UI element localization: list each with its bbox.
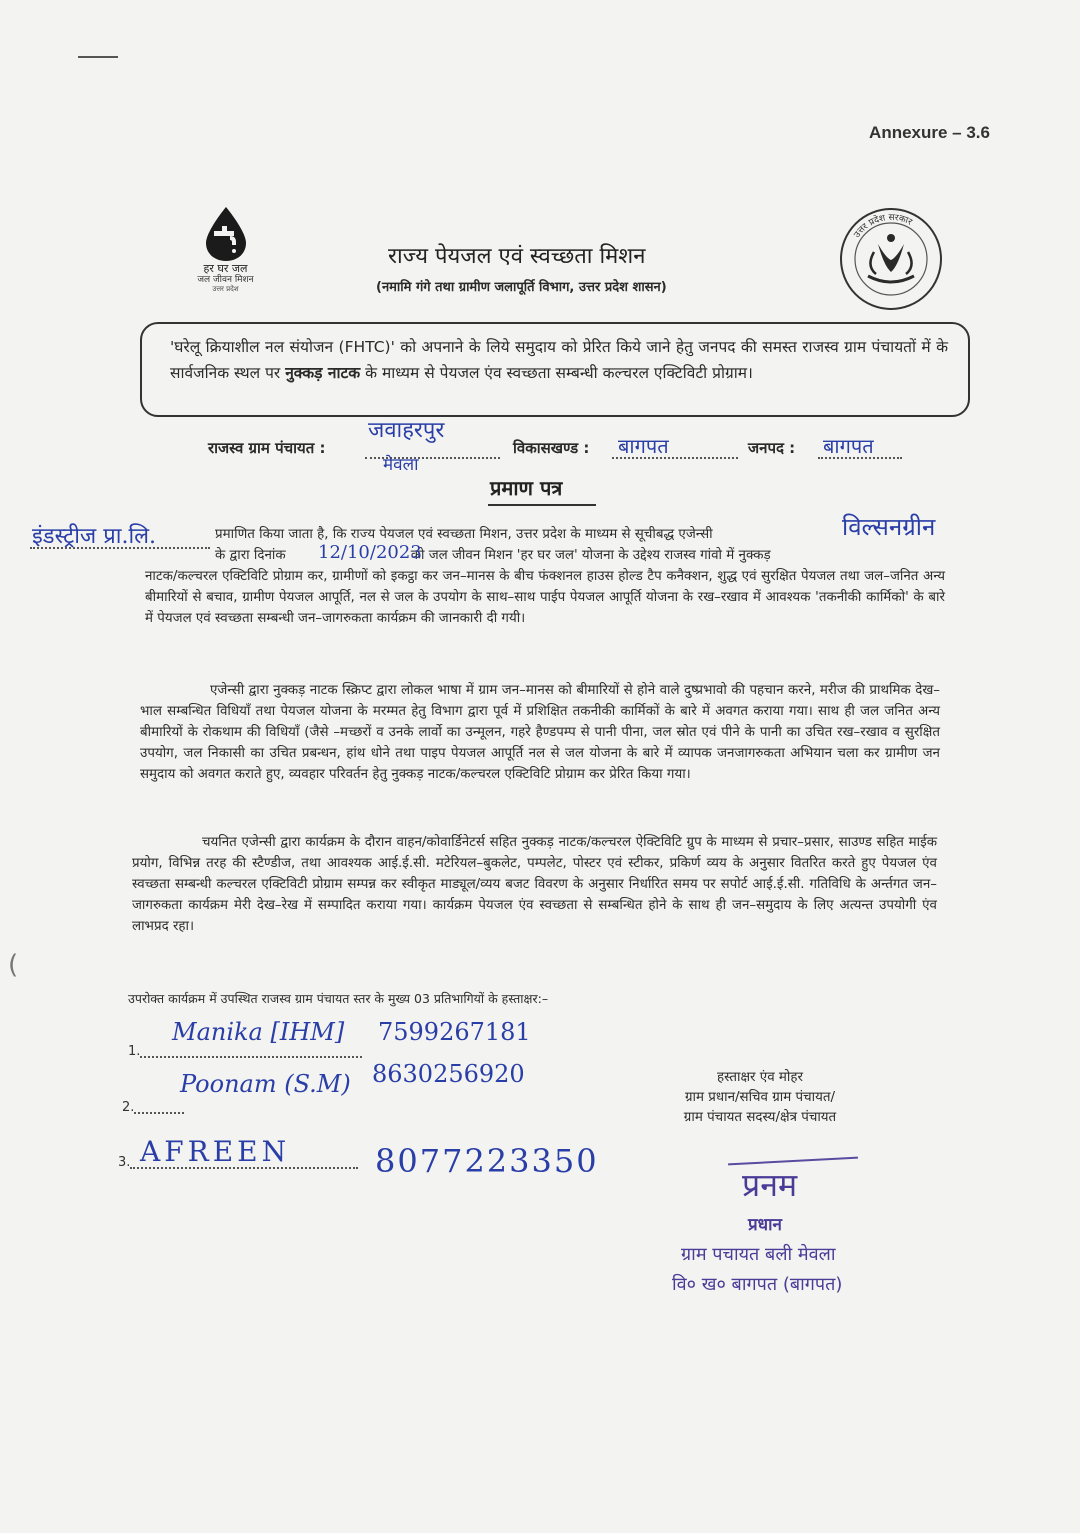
signatory-line-3: ग्राम पंचायत सदस्य/क्षेत्र पंचायत xyxy=(683,1110,837,1125)
logo-line-3: उत्तर प्रदेश xyxy=(212,285,239,293)
panchayat-value: जवाहरपुर xyxy=(368,418,445,443)
paragraph-1-rest: नाटक/कल्चरल एक्टिविटि प्रोग्राम कर, ग्रामीणों को इकट्ठा कर जन–मानस के बीच फंक्शनल हाउस होल्ड टैप कनैक्शन, शुद्ध एवं सुरक्षित पेयजल तथा जल–जनित अन्य बीमारियों से बचाव, ग्रामीण पेयजल आपूर्ति, नल से जल के उपयोग के साथ–साथ पाईप पेयजल आपूर्ति योजना के रख–रखाव में आवश्यक 'तकनीकी कार्मिको' के बारे में पेयजल एवं स्वच्छता सम्बन्धी जन–जागरुकता कार्यक्रम की जानकारी दी गयी। xyxy=(145,569,945,626)
paragraph-3: चयनित एजेन्सी द्वारा कार्यक्रम के दौरान वाहन/कोवार्डिनेटर्स सहित नुक्कड़ नाटक/कल्चरल ऐक्टिविटि ग्रुप के माध्यम से प्रचार–प्रसार, साउण्ड सहित माईक प्रयोग, विभिन्न तरह की स्टैण्डीज, तथा आवश्यक आई.ई.सी. मटेरियल–बुकलेट, पम्पलेट, पोस्टर एवं स्टीकर, प्रकिर्ण व्यय के अनुसार वितरित करते हुए पेयजल एंव स्वच्छता सम्बन्धी कल्चरल एक्टिविटी प्रोग्राम सम्पन्न कर स्वीकृत माड्यूल/व्यय बजट विवरण के अनुसार निर्धारित समय पर सपोर्ट आई.ई.सी. गतिविधि के अर्न्तगत जन–जागरुकता कार्यक्रम मेरी देख–रेख में सम्पादित कराया गया। कार्यक्रम पेयजल एंव स्वच्छता से सम्बन्धित होने के साथ ही जन–समुदाय के लिए अत्यन्त उपयोगी एंव लाभप्रद रहा। xyxy=(132,835,937,934)
certificate-title-underline xyxy=(488,504,596,506)
stamp-title: प्रधान xyxy=(748,1215,782,1235)
participant-1-number: 1. xyxy=(128,1044,141,1059)
paragraph-1-line-1: प्रमाणित किया जाता है, कि राज्य पेयजल एवं स्वच्छता मिशन, उत्तर प्रदेश के माध्यम से सूचीबद्ध एजेन्सी xyxy=(215,527,713,542)
program-title-text xyxy=(170,334,948,386)
participant-2-name: Poonam (S.M) xyxy=(180,1070,351,1098)
participant-2-dots xyxy=(134,1112,184,1114)
logo-line-1: हर घर जल xyxy=(203,262,248,275)
stamp-line-3: वि० ख० बागपत (बागपत) xyxy=(672,1274,843,1295)
participant-3-name: AFREEN xyxy=(140,1135,291,1168)
participant-3-number: 3. xyxy=(118,1155,131,1170)
up-government-emblem-icon xyxy=(838,206,944,312)
participant-1-name: Manika [IHM] xyxy=(172,1018,345,1046)
mission-subtitle: (नमामि गंगे तथा ग्रामीण जलापूर्ति विभाग, उत्तर प्रदेश शासन) xyxy=(376,280,667,295)
agency-suffix-handwritten: इंडस्ट्रीज प्रा.लि. xyxy=(32,524,157,549)
program-title-part-2: के माध्यम से पेयजल एंव स्वच्छता सम्बन्धी कल्चरल एक्टिविटी प्रोग्राम। xyxy=(360,364,753,382)
corner-dash xyxy=(78,56,118,58)
paper-edge-mark: ( xyxy=(8,950,19,980)
block-value: बागपत xyxy=(618,434,669,458)
panchayat-label: राजस्व ग्राम पंचायत : xyxy=(208,439,326,457)
participant-3-phone: 8077223350 xyxy=(375,1142,599,1180)
participant-1-phone: 7599267181 xyxy=(378,1018,531,1046)
district-label: जनपद : xyxy=(748,439,796,457)
panchayat-value-2: मेवला xyxy=(383,455,419,475)
signatory-line-2: ग्राम प्रधान/सचिव ग्राम पंचायत/ xyxy=(684,1090,836,1105)
date-handwritten: 12/10/2023 xyxy=(318,542,422,563)
annexure-label: Annexure – 3.6 xyxy=(869,123,990,142)
emblem-text: उत्तर प्रदेश सरकार xyxy=(852,212,914,240)
agency-dots xyxy=(30,547,210,549)
program-title-bold: नुक्कड़ नाटक xyxy=(285,364,361,382)
signatory-line-1: हस्ताक्षर एंव मोहर xyxy=(717,1070,803,1085)
stamp-line-2: ग्राम पचायत बली मेवला xyxy=(681,1244,836,1265)
svg-text:उत्तर प्रदेश सरकार xyxy=(852,213,913,240)
participants-intro: उपरोक्त कार्यक्रम में उपस्थित राजस्व ग्राम पंचायत स्तर के मुख्य 03 प्रतिभागियों के हस्ताक्षर:– xyxy=(128,991,549,1006)
district-value: बागपत xyxy=(823,434,874,458)
participant-2-phone: 8630256920 xyxy=(372,1060,525,1088)
paragraph-2: एजेन्सी द्वारा नुक्कड़ नाटक स्क्रिप्ट द्वारा लोकल भाषा में ग्राम जन–मानस को बीमारियों से होने वाले दुष्प्रभावो की पहचान करने, मरीज की प्राथमिक देख–भाल सम्बन्धित विधियाँ तथा पेयजल योजना के मरम्मत हेतु विभाग द्वारा पूर्व में प्रशिक्षित तकनीकी कार्मिकों के बारे में अवगत कराया गया। साथ ही जल जनित अन्य बीमारियों के रोकथाम की विधियाँ (जैसे –मच्छरों व उनके लार्वो का उन्मूलन, गहरे हैण्डपम्प से पानी पीना, जल स्रोत एवं पीने के पानी का उचित रख–रखाव व सुरक्षित उपयोग, जल निकासी का उचित प्रबन्धन, हांथ धोने तथा पाइप पेयजल आपूर्ति नल से जल योजना के बारे में व्यापक जनजागरुकता अभियान चला कर ग्रामीण जन समुदाय को अवगत कराते हुए, व्यवहार परिवर्तन हेतु नुक्कड़ नाटक/कल्चरल एक्टिविटि प्रोग्राम कर प्रेरित किया गया। xyxy=(140,683,940,782)
har-ghar-jal-logo xyxy=(178,205,273,293)
participant-2-number: 2. xyxy=(122,1100,135,1115)
date-suffix: को जल जीवन मिशन 'हर घर जल' योजना के उद्देश्य राजस्व गांवो में नुक्कड़ xyxy=(410,548,771,563)
mission-title: राज्य पेयजल एवं स्वच्छता मिशन xyxy=(388,244,646,269)
date-prefix: के द्वारा दिनांक xyxy=(215,548,286,563)
signatory-block xyxy=(645,1068,875,1128)
program-title-box xyxy=(140,322,970,417)
pradhan-signature: प्रनम xyxy=(742,1166,798,1204)
logo-line-2: जल जीवन मिशन xyxy=(197,275,254,285)
participant-1-dots xyxy=(140,1056,362,1058)
certificate-title: प्रमाण पत्र xyxy=(490,476,563,500)
block-label: विकासखण्ड : xyxy=(513,439,590,457)
program-title-part-1: 'घरेलू क्रियाशील नल संयोजन (FHTC)' को अपनाने के लिये समुदाय को प्रेरित किये जाने हेतु जनपद की समस्त राजस्व ग्राम पंचायतों में के सार्वजनिक स्थल पर xyxy=(170,338,948,382)
water-drop-tap-icon xyxy=(200,205,252,263)
agency-name-handwritten: विल्सनग्रीन xyxy=(842,513,936,541)
